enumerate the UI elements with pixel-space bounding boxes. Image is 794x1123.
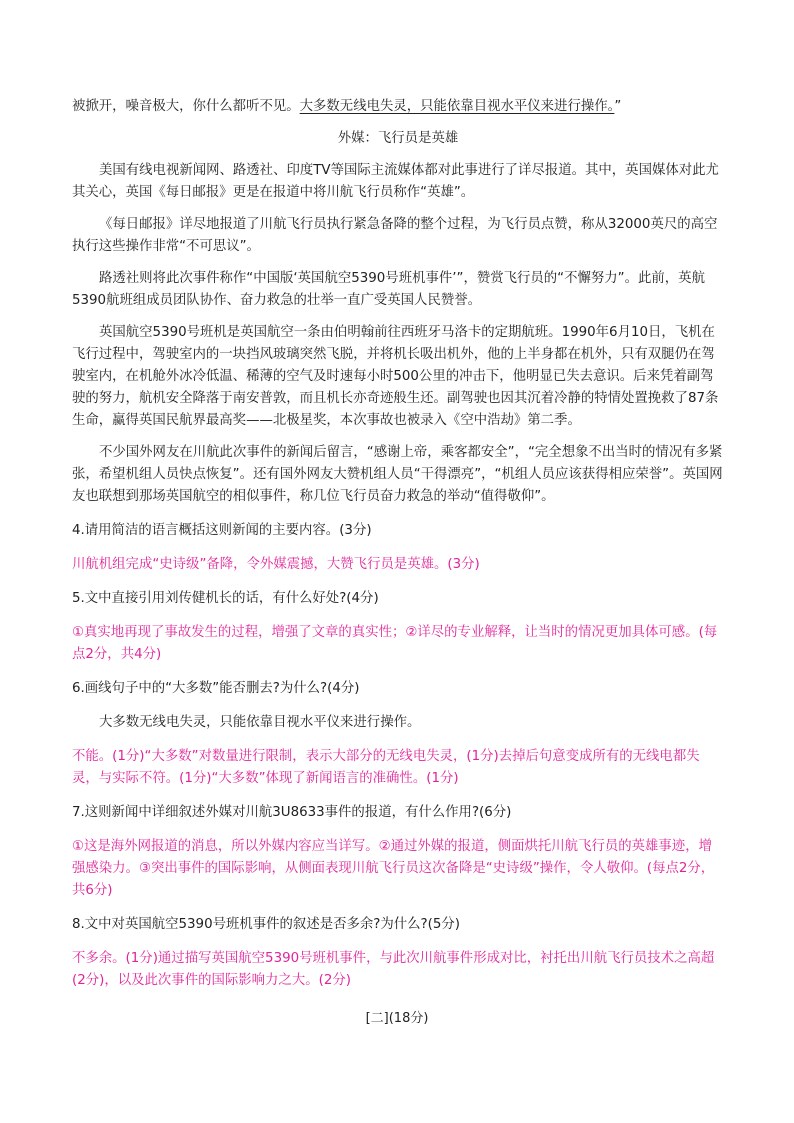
underlined-sentence: 大多数无线电失灵，只能依靠目视水平仪来进行操作。 [299,99,615,114]
question-5: 5.文中直接引用刘传健机长的话，有什么好处?(4分) [72,591,379,606]
subheading: 外媒：飞行员是英雄 [337,131,459,146]
paragraph-1: 美国有线电视新闻网、路透社、印度TV等国际主流媒体都对此事进行了详尽报道。其中，英国媒体对此尤其关心，英国《每日邮报》更是在报道中将川航飞行员称作“英雄”。 [72,163,719,200]
question-6: 6.画线句子中的“大多数”能否删去?为什么?(4分) [72,681,360,696]
question-4: 4.请用简洁的语言概括这则新闻的主要内容。(3分) [72,523,372,538]
paragraph-5: 不少国外网友在川航此次事件的新闻后留言，“感谢上帝，乘客都安全”，“完全想象不出当时的情况有多紧张，希望机组人员快点恢复”。还有国外网友大赞机组人员“干得漂亮”，“机组人员应该获得相应荣誉”。英国网友也联想到那场英国航空的相似事件，称几位飞行员奋力救急的举动“值得敬仰”。 [72,445,723,504]
answer-6: 不能。(1分)“大多数”对数量进行限制，表示大部分的无线电失灵，(1分)去掉后句意变成所有的无线电都失灵，与实际不符。(1分)“大多数”体现了新闻语言的准确性。(1分) [72,749,700,786]
question-7: 7.这则新闻中详细叙述外媒对川航3U8633事件的报道，有什么作用?(6分) [72,805,512,820]
document-body [72,96,724,992]
paragraph-4: 英国航空5390号班机是英国航空一条由伯明翰前往西班牙马洛卡的定期航班。1990年6月10日，飞机在飞行过程中，驾驶室内的一块挡风玻璃突然飞脱，并将机长吸出机外，他的上半身都在机外，只有双腿仍在驾驶室内，在机舱外冰冷低温、稀薄的空气及时速每小时500公里的冲击下，他明显已失去意识。后来凭着副驾驶的努力，航机安全降落于南安普敦，而且机长亦奇迹般生还。副驾驶也因其沉着冷静的特情处置挽救了87条生命，赢得英国民航界最高奖——北极星奖，本次事故也被录入《空中浩劫》第二季。 [72,325,719,428]
intro-tail: ” [614,99,622,114]
answer-7: ①这是海外网报道的消息，所以外媒内容应当详写。②通过外媒的报道，侧面烘托川航飞行员的英雄事迹，增强感染力。③突出事件的国际影响，从侧面表现川航飞行员这次备降是“史诗级”操作，令人敬仰。(每点2分，共6分) [72,839,715,898]
section-footer: [二](18分) [365,1011,429,1026]
answer-5: ①真实地再现了事故发生的过程，增强了文章的真实性；②详尽的专业解释，让当时的情况更加具体可感。(每点2分，共4分) [72,625,718,662]
answer-4: 川航机组完成“史诗级”备降，令外媒震撼，大赞飞行员是英雄。(3分) [72,557,480,572]
question-6-quote: 大多数无线电失灵，只能依靠目视水平仪来进行操作。 [99,715,421,730]
paragraph-2: 《每日邮报》详尽地报道了川航飞行员执行紧急备降的整个过程，为飞行员点赞，称从32000英尺的高空执行这些操作非常“不可思议”。 [72,217,718,254]
intro-line [72,96,724,118]
answer-8: 不多余。(1分)通过描写英国航空5390号班机事件，与此次川航事件形成对比，衬托出川航飞行员技术之高超(2分)，以及此次事件的国际影响力之大。(2分) [72,951,715,988]
question-8: 8.文中对英国航空5390号班机事件的叙述是否多余?为什么?(5分) [72,917,461,932]
paragraph-3: 路透社则将此次事件称作“中国版‘英国航空5390号班机事件’”，赞赏飞行员的“不懈努力”。此前，英航5390航班组成员团队协作、奋力救急的壮举一直广受英国人民赞誉。 [72,271,705,308]
intro-lead: 被掀开，噪音极大，你什么都听不见。 [72,99,300,114]
